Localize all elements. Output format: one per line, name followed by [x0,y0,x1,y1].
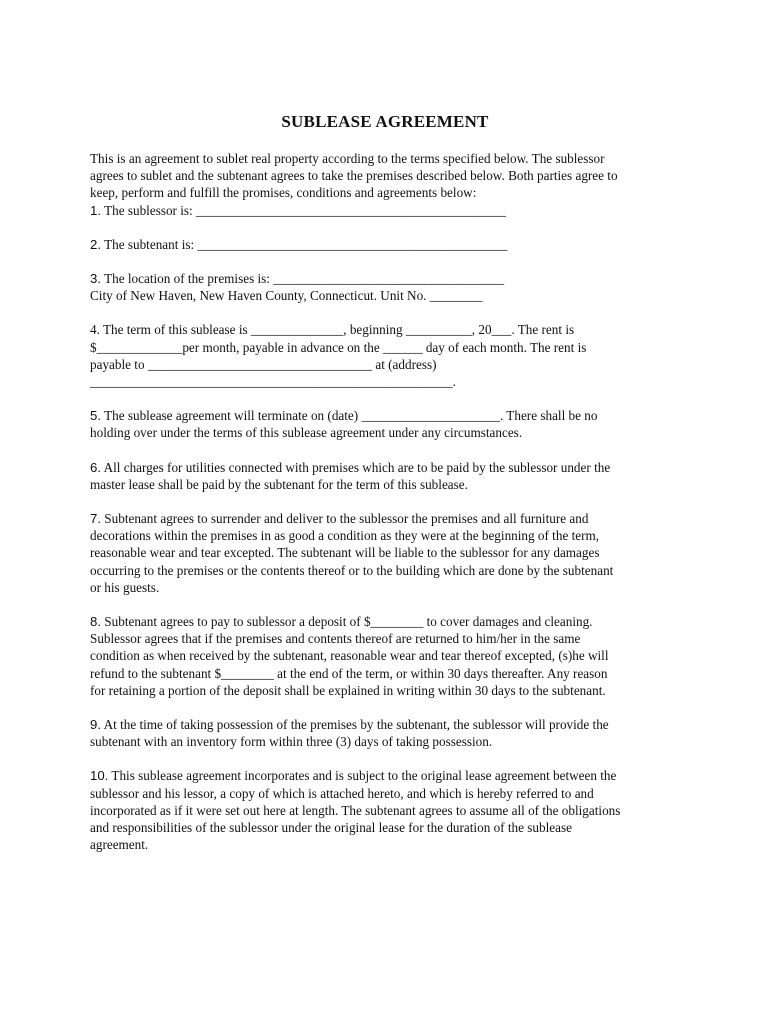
clause-text: This sublease agreement incorporates and is subject to the original lease agreement between the [111,768,617,784]
clause-4 [90,321,680,390]
clause-number: 1. [90,202,101,218]
clause-10 [90,767,680,853]
intro-line: This is an agreement to sublet real property according to the terms specified below. The sublessor [90,151,605,166]
clause-5 [90,407,680,441]
clause-text: Sublessor agrees that if the premises and contents thereof are returned to him/her in the same [90,631,581,647]
clause-text: $_____________per month, payable in advance on the ______ day of each month. The rent is [90,339,587,355]
clause-number: 9. [90,717,101,733]
clause-text: The subtenant is: _______________________________________________ [104,236,508,252]
clause-text: City of New Haven, New Haven County, Connecticut. Unit No. ________ [90,288,483,304]
clause-9 [90,716,680,750]
clause-text: The sublease agreement will terminate on (date) _____________________. There shall be no [104,408,598,424]
clause-number: 3. [90,271,101,287]
clause-number: 5. [90,408,101,424]
clause-text: master lease shall be paid by the subtenant for the term of this sublease. [90,476,468,492]
clause-7 [90,510,680,596]
clause-text: The term of this sublease is ______________, beginning __________, 20___. The rent is [102,322,575,338]
clause-text: sublessor and his lessor, a copy of which is attached hereto, and which is hereby referred to and [90,785,594,801]
clause-number: 6. [90,459,101,475]
clause-text: _______________________________________________________. [90,374,456,390]
clause-text: Subtenant agrees to surrender and deliver to the sublessor the premises and all furniture and [104,511,589,527]
intro-line: agrees to sublet and the subtenant agrees to take the premises described below. Both parties agree to [90,168,618,184]
clause-number: 2. [90,236,101,252]
intro-paragraph [90,150,680,202]
clause-text: holding over under the terms of this sublease agreement under any circumstances. [90,425,523,441]
clause-text: agreement. [90,837,149,853]
clause-text: or his guests. [90,579,160,595]
clause-text: reasonable wear and tear excepted. The subtenant will be liable to the sublessor for any damages [90,545,600,561]
document-title: SUBLEASE AGREEMENT [281,112,489,131]
clause-text: All charges for utilities connected with premises which are to be paid by the sublessor under the [103,459,611,475]
clause-2 [90,236,680,253]
clause-text: At the time of taking possession of the premises by the subtenant, the sublessor will provide the [103,717,609,733]
clause-number: 7. [90,511,101,527]
clause-text: The location of the premises is: ___________________________________ [104,271,505,287]
clause-text: The sublessor is: _______________________________________________ [104,202,506,218]
clause-text: refund to the subtenant $________ at the end of the term, or within 30 days thereafter. Any reason [90,665,608,681]
clause-8 [90,613,680,699]
clause-text: Subtenant agrees to pay to sublessor a deposit of $________ to cover damages and cleaning. [104,614,593,630]
clause-text: payable to __________________________________ at (address) [90,356,437,372]
clause-text: condition as when received by the subtenant, reasonable wear and tear thereof excepted, (s)he will [90,648,609,664]
clause-number: 4. [90,322,100,338]
clause-text: and responsibilities of the sublessor under the original lease for the duration of the sublease [90,820,572,836]
clause-text: incorporated as if it were set out here at length. The subtenant agrees to assume all of the obligations [90,802,621,818]
clause-text: decorations within the premises in as good a condition as they were at the beginning of the term, [90,528,600,544]
clause-number: 10. [90,768,109,784]
clause-text: subtenant with an inventory form within three (3) days of taking possession. [90,734,493,750]
document-body [90,150,680,871]
clause-1 [90,202,680,219]
clause-number: 8. [90,614,101,630]
clause-text: for retaining a portion of the deposit shall be explained in writing within 30 days to the subtenant. [90,682,606,698]
intro-line: keep, perform and fulfill the promises, conditions and agreements below: [90,185,477,201]
clause-3 [90,270,680,304]
clause-6 [90,459,680,493]
clause-text: occurring to the premises or the contents thereof or to the building which are done by the subtenant [90,562,614,578]
